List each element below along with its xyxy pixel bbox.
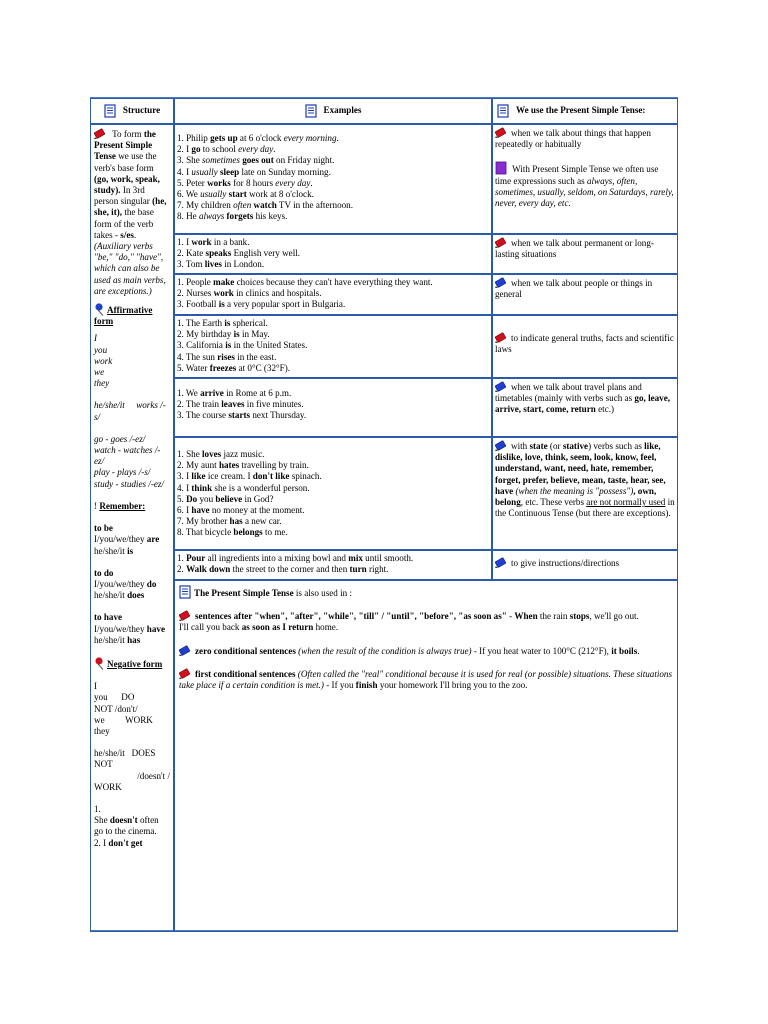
example-list: [177, 237, 489, 271]
highlighted-verb: gets up: [210, 133, 238, 143]
use-text: when we talk about people or things in general: [495, 278, 653, 300]
neg-they: they: [94, 725, 110, 736]
example-sentence: [177, 189, 489, 200]
example-sentence: [177, 237, 489, 248]
example-sentence: [177, 399, 489, 410]
dash: -: [506, 611, 515, 622]
examples-row-6: [174, 437, 492, 550]
aff-s-end: s /-s/: [94, 400, 166, 422]
pencil-blue-icon: [495, 381, 508, 392]
highlighted-verb: think: [191, 482, 213, 493]
as-soon-as-return: as soon as I return: [241, 622, 314, 633]
highlighted-verb: hates: [218, 460, 240, 471]
base-form-text: the base form of the verb takes -: [94, 207, 154, 240]
neg-you: you: [94, 692, 108, 703]
intro-title: The Present Simple Tense: [194, 588, 294, 598]
to-do-plural: I/you/we/they: [94, 578, 145, 589]
sentence-text: in May.: [239, 329, 270, 340]
neg-does: DOES: [131, 748, 156, 759]
highlighted-verb: usually: [191, 166, 218, 177]
example-list: [177, 318, 489, 374]
highlighted-verb: is: [224, 318, 231, 328]
header-use: [492, 98, 678, 124]
use-row-3: [492, 274, 678, 315]
highlighted-verb: forgets: [226, 211, 254, 222]
example-list: [177, 277, 489, 311]
sentence-text: 8. He: [177, 211, 199, 222]
example-text: the rain: [537, 611, 570, 622]
sentence-text: at 0°C (32°F).: [236, 362, 291, 373]
highlighted-verb: has: [229, 516, 243, 527]
sentence-text: in clinics and hospitals.: [233, 288, 322, 299]
base-verb-examples: (go, work, speak, study).: [94, 173, 160, 196]
sentence-text: in London.: [221, 259, 265, 270]
use-row-4: [492, 315, 678, 378]
sentence-text: in five minutes.: [244, 399, 304, 410]
sentence-text: 5.: [177, 493, 187, 504]
to-be-is: is: [127, 545, 134, 556]
sentence-text: at 6 o'clock: [237, 133, 284, 143]
to-have-have: have: [146, 623, 165, 634]
aff-we: we: [94, 367, 105, 378]
possess-note: (when the meaning is "possess"): [515, 485, 634, 496]
highlighted-verb: every morning: [283, 133, 337, 143]
remember-heading: Remember:: [99, 500, 146, 511]
examples-row-4: [174, 315, 492, 378]
highlighted-verb: believe: [215, 493, 243, 504]
example-sentence: [177, 178, 489, 189]
example-sentence: [177, 248, 489, 259]
aff-you: you: [94, 344, 108, 355]
sentence-text: 5. Peter: [177, 177, 208, 188]
use-row-1: [492, 124, 678, 234]
spelling-play: play - plays /-s/: [94, 467, 151, 478]
to-do-does: does: [127, 590, 145, 601]
highlighted-verb: goes out: [242, 155, 274, 166]
use-text: when we talk about things that happen repeatedly or habitually: [495, 128, 651, 150]
ending-text: s/es: [120, 229, 134, 240]
highlighted-verb: arrive: [200, 388, 224, 398]
highlighted-verb: Do: [186, 493, 198, 504]
sentence-text: TV in the afternoon.: [276, 200, 353, 211]
sentence-text: spherical.: [230, 318, 268, 328]
header-use-label: We use the Present Simple Tense:: [516, 105, 646, 116]
sentence-text: 3. Tom: [177, 259, 205, 270]
sentence-text: 2. I: [177, 144, 192, 155]
period: .: [637, 645, 640, 656]
affirmative-heading: Affirmative form: [94, 305, 153, 327]
highlighted-verb: watch: [253, 200, 277, 211]
use-text: With Present Simple Tense we often use time expressions such as: [495, 164, 659, 186]
examples-row-1: [174, 124, 492, 234]
sentence-text: 4. I: [177, 482, 192, 493]
sentence-text: in the United States.: [231, 340, 308, 351]
pencil-red-icon: [495, 332, 508, 343]
highlighted-verb: mix: [348, 553, 363, 563]
use-row-6: [492, 437, 678, 550]
pencil-blue-icon: [179, 645, 192, 656]
highlighted-verb: often: [233, 200, 252, 211]
sentence-text: right.: [366, 564, 389, 575]
structure-column: To form the Present Simple Tense we use the verb's base form (go, work, speak, study). In 3rd person singular (he, she, it), the base form of the verb takes - s/es. (Auxiliary verbs "be," "do," "have", which can also be used as main verbs, are exceptions.) Affirmative form I you work we they he/she/it works /-s/ go - goes /-ez/ watch - watches /-ez/ play - plays /-s/ study - studies /-ez/ ! Remember: to be I/you/we/they are he/she/it is to do I/you/we/they do he/she/it does to have I/you/we/they have he/she/it has Negative form I you DO NOT /don't/ we WORK they he/she/it DOES NOT /doesn't / WORK 1. She doesn't often go to the cinema. 2. I don't get: [90, 124, 174, 932]
highlighted-verb: don't like: [252, 471, 290, 482]
aff-i: I: [94, 333, 98, 344]
sentence-text: 3. The course: [177, 410, 229, 421]
verb-list: go, leave, arrive, start, come, return: [495, 393, 671, 415]
highlighted-verb: speaks: [205, 248, 232, 259]
sentence-text: for 8 hours: [230, 177, 276, 188]
use-text: (or: [549, 441, 561, 451]
example-sentence: [177, 388, 489, 399]
example-sentence: [177, 277, 489, 288]
highlighted-verb: every day: [238, 144, 274, 155]
sentence-text: 2.: [177, 564, 187, 575]
sentence-text: 2. My birthday: [177, 329, 234, 340]
highlighted-verb: is: [233, 329, 240, 340]
example-list: [177, 388, 489, 422]
first-conditional-note: (Often called the "real" conditional because it is used for real (or possible) situations. These situations take place if a certain condition is met.): [179, 668, 673, 691]
use-text: in the Continuous Tense (but there are exceptions).: [495, 497, 675, 519]
example-sentence: [177, 505, 489, 516]
sentence-text: a very popular sport in Bulgaria.: [224, 299, 346, 310]
sentence-text: in Rome at 6 p.m.: [223, 388, 292, 398]
document-icon: [497, 104, 509, 118]
example-sentence: [177, 553, 489, 564]
aff-work: work: [94, 355, 113, 366]
finish-word: finish: [355, 680, 378, 691]
example-sentence: [177, 516, 489, 527]
aff-hshe: he/she/it: [94, 400, 125, 411]
example-list: [177, 449, 489, 539]
header-examples: [174, 98, 492, 124]
highlighted-verb: have: [191, 505, 210, 516]
highlighted-verb: go: [191, 144, 201, 155]
pencil-red-icon: [495, 127, 508, 138]
aux-note: (Auxiliary verbs "be," "do," "have", which can also be used as main verbs, are exceptions.): [94, 241, 166, 296]
use-text: to indicate general truths, facts and scientific laws: [495, 333, 674, 355]
pencil-red-icon: [179, 668, 192, 679]
sentence-text: 1. The Earth: [177, 318, 225, 328]
time-clauses-heading: sentences after "when", "after", "while", "till" / "until", "before", "as soon as": [195, 611, 507, 622]
highlighted-verb: Pour: [186, 553, 206, 563]
sentence-text: 2. Nurses: [177, 288, 214, 299]
sentence-text: 3. Football: [177, 299, 219, 310]
to-be-are: are: [146, 534, 160, 545]
sentence-text: his keys.: [253, 211, 288, 222]
sentence-text: 1. We: [177, 388, 201, 398]
neg-not: NOT /don't/: [94, 703, 138, 714]
sentence-text: jazz music.: [221, 449, 265, 459]
highlighted-verb: every day: [275, 177, 311, 188]
use-text: with: [511, 441, 528, 451]
example-sentence: [177, 564, 489, 575]
highlighted-verb: sometimes: [202, 155, 240, 166]
neg-work2: WORK: [94, 781, 122, 792]
highlighted-verb: usually: [200, 189, 227, 200]
document-icon: [305, 104, 317, 118]
time-expressions: always, often, sometimes, usually, seldom, on Saturdays, rarely, never, every day,: [495, 175, 674, 209]
sentence-text: 3. I: [177, 471, 192, 482]
sentence-text: .: [336, 133, 339, 143]
highlighted-verb: leaves: [221, 399, 245, 410]
example-sentence: [177, 318, 489, 329]
example-sentence: [177, 527, 489, 538]
sentence-text: English very well.: [231, 248, 301, 259]
example-list: [177, 553, 489, 575]
sentence-text: late on Sunday morning.: [239, 166, 331, 177]
examples-row-3: [174, 274, 492, 315]
we-use-text: we use the verb's base form: [94, 151, 157, 173]
neg-example-num: 1.: [94, 803, 101, 814]
etc-text: etc.: [557, 198, 571, 209]
highlighted-verb: is: [218, 299, 225, 310]
use-text: when we talk about permanent or long-lasting situations: [495, 238, 654, 260]
example-sentence: [177, 471, 489, 482]
example-sentence: [177, 363, 489, 374]
sentence-text: all ingredients into a mixing bowl and: [205, 553, 349, 563]
sentence-text: 1. Philip: [177, 133, 211, 143]
sentence-text: to school: [200, 144, 239, 155]
sentence-text: 4. I: [177, 166, 192, 177]
sentence-text: ice cream. I: [205, 471, 253, 482]
example-sentence: [177, 155, 489, 166]
example-sentence: [177, 133, 489, 144]
spelling-study: study - studies /-ez/: [94, 478, 164, 489]
to-do-singular: he/she/it: [94, 590, 125, 601]
sentence-text: 6. I: [177, 505, 192, 516]
example-sentence: [177, 299, 489, 310]
example-sentence: [177, 200, 489, 211]
example-sentence: [177, 352, 489, 363]
first-conditional-heading: first conditional sentences: [195, 668, 296, 679]
pencil-blue-icon: [495, 557, 508, 568]
sentence-text: you: [197, 493, 216, 504]
document-icon: [179, 585, 191, 599]
neg-i: I: [94, 681, 98, 692]
aff-works: work: [136, 400, 155, 411]
to-do-do: do: [146, 578, 157, 589]
examples-row-7: [174, 550, 492, 580]
sentence-text: .: [310, 177, 313, 188]
sentence-text: .: [273, 144, 276, 155]
stative-word: stative: [562, 441, 589, 451]
example-sentence: [177, 340, 489, 351]
to-have-plural: I/you/we/they: [94, 623, 145, 634]
neg-ex1-a: She: [94, 815, 108, 826]
to-be-plural: I/you/we/they: [94, 534, 145, 545]
sentence-text: work at 8 o'clock.: [246, 189, 314, 200]
sentence-text: on Friday night.: [273, 155, 335, 166]
highlighted-verb: start: [228, 189, 247, 200]
to-be-singular: he/she/it: [94, 545, 125, 556]
example-sentence: [177, 449, 489, 460]
neg-ex1-c: often go to the cinema.: [94, 815, 159, 837]
sentence-text: spinach.: [289, 471, 322, 482]
aff-they: they: [94, 378, 110, 389]
examples-row-2: [174, 234, 492, 274]
sentence-text: no money at the moment.: [209, 505, 305, 516]
to-form-text: To form: [112, 129, 142, 139]
example-text: , we'll go out.: [589, 611, 639, 622]
highlighted-verb: starts: [228, 410, 251, 421]
pencil-red-icon: [94, 128, 107, 139]
sentence-text: 7. My brother: [177, 516, 230, 527]
neg-not2: NOT: [94, 759, 113, 770]
sentence-text: travelling by train.: [239, 460, 309, 471]
example-text: - If you: [323, 680, 356, 691]
sentence-text: 1. I: [177, 237, 192, 247]
neg-ex1-b: doesn't: [109, 815, 138, 826]
present-simple-label: the Present Simple Tense: [94, 129, 156, 162]
sentence-text: 5. Water: [177, 362, 210, 373]
example-sentence: [177, 211, 489, 222]
to-have-singular: he/she/it: [94, 634, 125, 645]
sentence-text: in a bank.: [211, 237, 250, 247]
highlighted-verb: work: [213, 288, 234, 299]
sentence-text: 8. That bicycle: [177, 527, 234, 538]
highlighted-verb: belongs: [233, 527, 263, 538]
sentence-text: she is a wonderful person.: [212, 482, 310, 493]
when-word: When: [514, 611, 538, 622]
header-structure-label: Structure: [122, 105, 161, 116]
sentence-text: 2. Kate: [177, 248, 206, 259]
example-sentence: [177, 288, 489, 299]
example-sentence: [177, 167, 489, 178]
sentence-text: next Thursday.: [250, 410, 307, 421]
sentence-text: in God?: [242, 493, 274, 504]
pronouns-text: (he, she, it),: [94, 196, 167, 218]
it-boils: it boils: [611, 645, 638, 656]
example-text: I'll call you back: [179, 622, 242, 633]
stops-word: stops: [569, 611, 590, 622]
sentence-text: 1.: [177, 553, 187, 563]
example-sentence: [177, 329, 489, 340]
example-sentence: [177, 144, 489, 155]
to-have-heading: to have: [94, 612, 123, 623]
sentence-text: 1. She: [177, 449, 203, 459]
highlighted-verb: turn: [349, 564, 367, 575]
highlighted-verb: freezes: [209, 362, 237, 373]
pushpin-icon: [94, 657, 105, 670]
spelling-go: go - goes /-ez/: [94, 433, 146, 444]
zero-conditional-heading: zero conditional sentences: [195, 645, 296, 656]
zero-conditional-note: (when the result of the condition is always true): [295, 645, 472, 656]
neg-do: DO: [121, 692, 135, 703]
pushpin-icon: [94, 303, 105, 316]
highlighted-verb: loves: [202, 449, 222, 459]
neg-we: we: [94, 714, 105, 725]
example-sentence: [177, 494, 489, 505]
header-structure: [90, 98, 174, 124]
sentence-text: 4. The sun: [177, 351, 218, 362]
use-text: to give instructions/directions: [511, 558, 620, 568]
example-sentence: [177, 460, 489, 471]
use-text: when we talk about travel plans and timetables (mainly with verbs such as: [495, 382, 642, 404]
third-person-text: In 3rd person singular: [94, 185, 150, 207]
example-sentence: [177, 483, 489, 494]
examples-row-5: [174, 378, 492, 437]
verb-list: like, dislike, love, think, seem, look, know, feel, understand, want, need, hate, remember, forget, prefer, believe, mean, taste, hear, see, have: [495, 441, 666, 496]
example-sentence: [177, 410, 489, 421]
example-list: [177, 133, 489, 223]
to-do-heading: to do: [94, 567, 114, 578]
highlighted-verb: always: [198, 211, 225, 222]
example-text: - If you heat water to 100°C (212°F),: [471, 645, 612, 656]
use-row-2: [492, 234, 678, 274]
sentence-text: 3. California: [177, 340, 226, 351]
header-examples-label: Examples: [323, 105, 362, 116]
sentence-text: a new car.: [242, 516, 282, 527]
highlighted-verb: rises: [217, 351, 235, 362]
to-be-heading: to be: [94, 523, 113, 534]
highlighted-verb: sleep: [219, 166, 240, 177]
verb-list: , own, belong: [495, 485, 657, 508]
sentence-text: until smooth.: [362, 553, 414, 563]
use-text: ) verbs such as: [588, 441, 642, 451]
state-word: state: [529, 441, 548, 451]
document-icon: [495, 161, 507, 175]
not-normally-used: are not normally used: [586, 497, 666, 508]
example-text: your homework I'll bring you to the zoo.: [377, 680, 528, 691]
pencil-blue-icon: [495, 277, 508, 288]
document-icon: [104, 104, 116, 118]
intro-text: is also used in :: [295, 588, 352, 598]
example-sentence: [177, 259, 489, 270]
sentence-text: in the east.: [234, 351, 277, 362]
use-row-5: [492, 378, 678, 437]
exclamation-icon: !: [94, 500, 98, 511]
neg-ex2-a: 2. I: [94, 837, 107, 848]
sentence-text: to me.: [262, 527, 288, 538]
highlighted-verb: works: [207, 177, 231, 188]
pencil-blue-icon: [495, 440, 508, 451]
neg-work: WORK: [125, 714, 153, 725]
spelling-watch: watch - watches /-ez/: [94, 445, 161, 467]
etc-text: etc.): [598, 404, 615, 415]
highlighted-verb: lives: [204, 259, 222, 270]
negative-heading: Negative form: [107, 658, 163, 669]
sentence-text: 2. My aunt: [177, 460, 219, 471]
sentence-text: the street to the corner and then: [230, 564, 350, 575]
highlighted-verb: is: [225, 340, 232, 351]
sentence-text: 3. She: [177, 155, 203, 166]
neg-ex2-b: don't get: [108, 837, 143, 848]
neg-doesnt: /doesn't /: [137, 770, 170, 781]
sentence-text: 7. My children: [177, 200, 234, 211]
sentence-text: 2. The train: [177, 399, 222, 410]
to-have-has: has: [127, 634, 141, 645]
also-used-section: [174, 580, 678, 932]
use-row-7: [492, 550, 678, 580]
sentence-text: choices because they can't have everything they want.: [234, 277, 433, 287]
highlighted-verb: like: [191, 471, 206, 482]
neg-hshe: he/she/it: [94, 748, 125, 759]
pencil-red-icon: [495, 237, 508, 248]
example-text: home.: [313, 622, 339, 633]
highlighted-verb: make: [213, 277, 235, 287]
use-text: , etc. These verbs: [520, 497, 584, 508]
pencil-red-icon: [179, 610, 192, 621]
sentence-text: 1. People: [177, 277, 214, 287]
sentence-text: 6. We: [177, 189, 201, 200]
highlighted-verb: Walk down: [186, 564, 231, 575]
highlighted-verb: work: [191, 237, 212, 247]
